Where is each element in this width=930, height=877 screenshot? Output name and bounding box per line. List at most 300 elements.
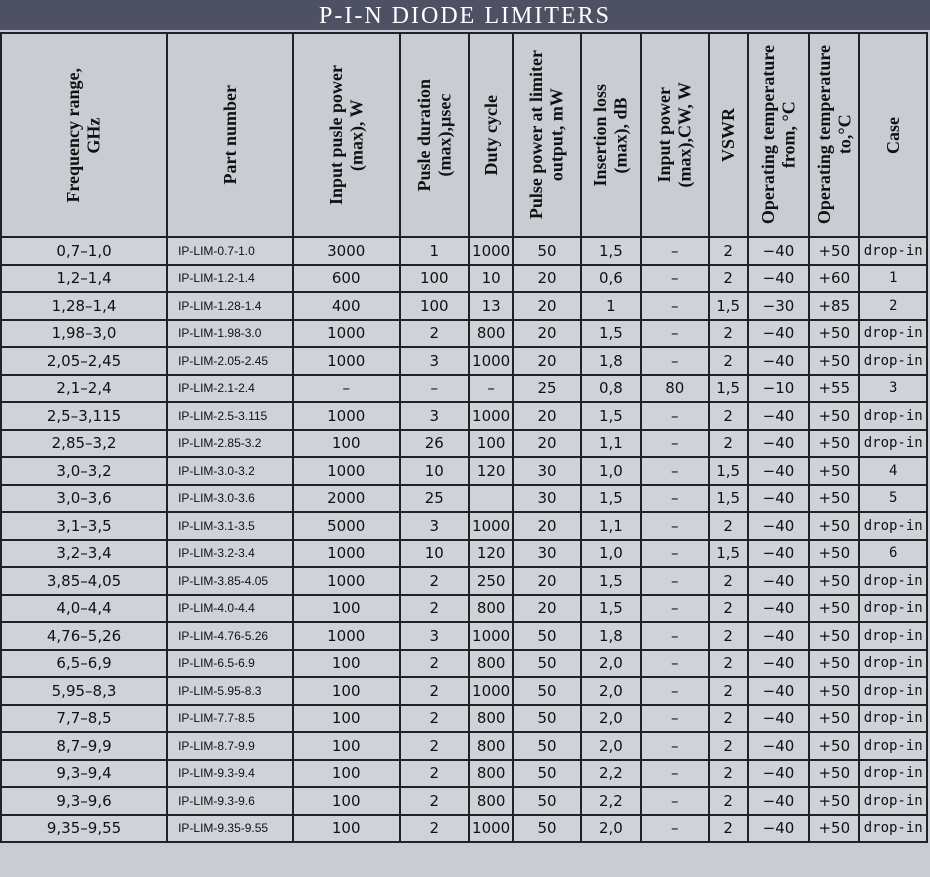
- cell-duty-cycle: 800: [469, 595, 513, 623]
- limiters-table: [0, 32, 928, 843]
- cell-duty-cycle: 1000: [469, 347, 513, 375]
- cell-pulse-power-output: 50: [513, 787, 580, 815]
- cell-pulse-duration: –: [400, 375, 469, 403]
- table-row: [1, 512, 927, 540]
- cell-operating-temp-to: +50: [809, 677, 859, 705]
- cell-frequency-range: 1,28–1,4: [1, 292, 167, 320]
- cell-operating-temp-from: −40: [748, 705, 809, 733]
- cell-vswr: 2: [709, 347, 748, 375]
- cell-input-pulse-power: 100: [293, 677, 400, 705]
- cell-input-pulse-power: 100: [293, 705, 400, 733]
- cell-case: drop-in: [859, 622, 927, 650]
- column-header-input-pulse-power: [293, 33, 400, 237]
- cell-duty-cycle: 800: [469, 787, 513, 815]
- table-row: [1, 485, 927, 513]
- cell-vswr: 2: [709, 567, 748, 595]
- cell-insertion-loss: 1,5: [581, 595, 641, 623]
- cell-input-pulse-power: 1000: [293, 347, 400, 375]
- cell-input-power-cw: –: [641, 457, 708, 485]
- column-header-label: Case: [882, 116, 903, 154]
- cell-insertion-loss: 1,1: [581, 512, 641, 540]
- cell-input-power-cw: –: [641, 485, 708, 513]
- cell-insertion-loss: 1: [581, 292, 641, 320]
- cell-pulse-power-output: 20: [513, 265, 580, 293]
- table-row: [1, 430, 927, 458]
- column-header-insertion-loss: [581, 33, 641, 237]
- cell-duty-cycle: 13: [469, 292, 513, 320]
- cell-part-number: IP-LIM-7.7-8.5: [167, 705, 293, 733]
- cell-operating-temp-to: +60: [809, 265, 859, 293]
- cell-operating-temp-from: −40: [748, 815, 809, 843]
- cell-duty-cycle: 10: [469, 265, 513, 293]
- cell-operating-temp-from: −40: [748, 347, 809, 375]
- cell-pulse-power-output: 20: [513, 567, 580, 595]
- cell-insertion-loss: 1,5: [581, 567, 641, 595]
- cell-frequency-range: 6,5–6,9: [1, 650, 167, 678]
- cell-pulse-duration: 100: [400, 265, 469, 293]
- cell-part-number: IP-LIM-3.1-3.5: [167, 512, 293, 540]
- cell-pulse-duration: 2: [400, 677, 469, 705]
- cell-operating-temp-from: −40: [748, 760, 809, 788]
- cell-insertion-loss: 2,2: [581, 787, 641, 815]
- cell-pulse-duration: 3: [400, 512, 469, 540]
- column-header-label: Pusle duration (max),µsec: [413, 78, 455, 192]
- cell-operating-temp-to: +50: [809, 347, 859, 375]
- cell-pulse-duration: 1: [400, 237, 469, 265]
- cell-duty-cycle: 1000: [469, 402, 513, 430]
- cell-duty-cycle: 1000: [469, 815, 513, 843]
- cell-vswr: 1,5: [709, 457, 748, 485]
- cell-operating-temp-from: −40: [748, 677, 809, 705]
- cell-case: drop-in: [859, 815, 927, 843]
- table-row: [1, 540, 927, 568]
- table-row: [1, 787, 927, 815]
- cell-vswr: 1,5: [709, 485, 748, 513]
- cell-part-number: IP-LIM-2.05-2.45: [167, 347, 293, 375]
- cell-part-number: IP-LIM-5.95-8.3: [167, 677, 293, 705]
- cell-case: drop-in: [859, 430, 927, 458]
- cell-pulse-power-output: 20: [513, 512, 580, 540]
- cell-input-pulse-power: 100: [293, 430, 400, 458]
- cell-operating-temp-from: −40: [748, 567, 809, 595]
- cell-input-power-cw: –: [641, 650, 708, 678]
- cell-case: 6: [859, 540, 927, 568]
- cell-input-power-cw: –: [641, 595, 708, 623]
- cell-insertion-loss: 1,5: [581, 320, 641, 348]
- cell-input-pulse-power: 100: [293, 760, 400, 788]
- cell-part-number: IP-LIM-1.98-3.0: [167, 320, 293, 348]
- table-row: [1, 760, 927, 788]
- cell-insertion-loss: 1,5: [581, 485, 641, 513]
- cell-part-number: IP-LIM-1.2-1.4: [167, 265, 293, 293]
- cell-frequency-range: 3,0–3,2: [1, 457, 167, 485]
- cell-input-pulse-power: 1000: [293, 540, 400, 568]
- cell-operating-temp-from: −40: [748, 265, 809, 293]
- column-header-pulse-power-output: [513, 33, 580, 237]
- table-body: [1, 237, 927, 842]
- cell-part-number: IP-LIM-3.85-4.05: [167, 567, 293, 595]
- column-header-label: Input power (max),CW, W: [654, 82, 695, 188]
- cell-frequency-range: 3,0–3,6: [1, 485, 167, 513]
- cell-operating-temp-from: −40: [748, 650, 809, 678]
- cell-insertion-loss: 1,1: [581, 430, 641, 458]
- cell-case: drop-in: [859, 677, 927, 705]
- cell-vswr: 1,5: [709, 292, 748, 320]
- cell-part-number: IP-LIM-9.3-9.6: [167, 787, 293, 815]
- cell-duty-cycle: 250: [469, 567, 513, 595]
- cell-duty-cycle: 100: [469, 430, 513, 458]
- table-row: [1, 650, 927, 678]
- cell-frequency-range: 1,2–1,4: [1, 265, 167, 293]
- cell-case: drop-in: [859, 237, 927, 265]
- cell-case: drop-in: [859, 347, 927, 375]
- cell-input-pulse-power: 100: [293, 787, 400, 815]
- cell-operating-temp-to: +50: [809, 705, 859, 733]
- cell-input-pulse-power: 100: [293, 650, 400, 678]
- cell-frequency-range: 8,7–9,9: [1, 732, 167, 760]
- cell-case: 4: [859, 457, 927, 485]
- cell-pulse-duration: 10: [400, 540, 469, 568]
- table-row: [1, 347, 927, 375]
- cell-operating-temp-to: +50: [809, 567, 859, 595]
- cell-vswr: 2: [709, 705, 748, 733]
- cell-input-pulse-power: 1000: [293, 457, 400, 485]
- cell-input-pulse-power: 100: [293, 595, 400, 623]
- cell-part-number: IP-LIM-4.76-5.26: [167, 622, 293, 650]
- cell-vswr: 2: [709, 650, 748, 678]
- cell-input-pulse-power: 2000: [293, 485, 400, 513]
- cell-pulse-power-output: 30: [513, 540, 580, 568]
- cell-operating-temp-to: +50: [809, 787, 859, 815]
- cell-part-number: IP-LIM-3.2-3.4: [167, 540, 293, 568]
- cell-vswr: 2: [709, 320, 748, 348]
- table-row: [1, 265, 927, 293]
- cell-part-number: IP-LIM-6.5-6.9: [167, 650, 293, 678]
- cell-input-pulse-power: 1000: [293, 402, 400, 430]
- cell-input-pulse-power: 100: [293, 732, 400, 760]
- cell-insertion-loss: 0,6: [581, 265, 641, 293]
- cell-input-pulse-power: 100: [293, 815, 400, 843]
- cell-operating-temp-to: +50: [809, 650, 859, 678]
- cell-operating-temp-to: +50: [809, 760, 859, 788]
- column-header-operating-temp-to: [809, 33, 859, 237]
- cell-input-power-cw: –: [641, 512, 708, 540]
- cell-frequency-range: 9,35–9,55: [1, 815, 167, 843]
- cell-insertion-loss: 1,5: [581, 237, 641, 265]
- cell-pulse-power-output: 30: [513, 485, 580, 513]
- cell-duty-cycle: 800: [469, 705, 513, 733]
- cell-operating-temp-from: −40: [748, 622, 809, 650]
- cell-pulse-power-output: 50: [513, 622, 580, 650]
- cell-operating-temp-from: −40: [748, 237, 809, 265]
- cell-pulse-duration: 2: [400, 567, 469, 595]
- cell-frequency-range: 2,85–3,2: [1, 430, 167, 458]
- cell-input-power-cw: –: [641, 677, 708, 705]
- cell-input-power-cw: 80: [641, 375, 708, 403]
- cell-pulse-duration: 10: [400, 457, 469, 485]
- table-row: [1, 292, 927, 320]
- cell-frequency-range: 3,2–3,4: [1, 540, 167, 568]
- cell-part-number: IP-LIM-0.7-1.0: [167, 237, 293, 265]
- cell-operating-temp-from: −40: [748, 485, 809, 513]
- cell-pulse-duration: 3: [400, 402, 469, 430]
- cell-part-number: IP-LIM-2.85-3.2: [167, 430, 293, 458]
- cell-insertion-loss: 1,0: [581, 457, 641, 485]
- cell-input-power-cw: –: [641, 567, 708, 595]
- cell-pulse-power-output: 50: [513, 705, 580, 733]
- cell-input-pulse-power: 3000: [293, 237, 400, 265]
- cell-pulse-power-output: 20: [513, 347, 580, 375]
- cell-input-power-cw: –: [641, 760, 708, 788]
- cell-case: drop-in: [859, 650, 927, 678]
- table-row: [1, 622, 927, 650]
- cell-operating-temp-to: +50: [809, 512, 859, 540]
- cell-operating-temp-to: +85: [809, 292, 859, 320]
- cell-insertion-loss: 2,0: [581, 650, 641, 678]
- cell-input-power-cw: –: [641, 292, 708, 320]
- cell-pulse-duration: 2: [400, 787, 469, 815]
- cell-vswr: 2: [709, 430, 748, 458]
- cell-vswr: 2: [709, 732, 748, 760]
- column-header-label: Part number: [219, 85, 240, 185]
- cell-duty-cycle: 800: [469, 320, 513, 348]
- cell-case: drop-in: [859, 760, 927, 788]
- cell-case: drop-in: [859, 705, 927, 733]
- column-header-case: [859, 33, 927, 237]
- cell-operating-temp-to: +50: [809, 402, 859, 430]
- cell-vswr: 1,5: [709, 540, 748, 568]
- cell-case: 1: [859, 265, 927, 293]
- column-header-label: Operating temperature to,°C: [813, 45, 855, 225]
- cell-part-number: IP-LIM-9.3-9.4: [167, 760, 293, 788]
- cell-vswr: 2: [709, 595, 748, 623]
- cell-frequency-range: 4,76–5,26: [1, 622, 167, 650]
- table-row: [1, 567, 927, 595]
- cell-operating-temp-to: +50: [809, 457, 859, 485]
- cell-vswr: 2: [709, 677, 748, 705]
- cell-pulse-power-output: 20: [513, 430, 580, 458]
- table-row: [1, 402, 927, 430]
- cell-pulse-duration: 2: [400, 595, 469, 623]
- column-header-pulse-duration: [400, 33, 469, 237]
- cell-duty-cycle: 1000: [469, 237, 513, 265]
- cell-duty-cycle: [469, 485, 513, 513]
- column-header-label: Pulse power at limiter output, mW: [526, 50, 567, 220]
- cell-operating-temp-to: +50: [809, 430, 859, 458]
- cell-vswr: 2: [709, 787, 748, 815]
- column-header-operating-temp-from: [748, 33, 809, 237]
- cell-pulse-duration: 2: [400, 760, 469, 788]
- cell-input-power-cw: –: [641, 320, 708, 348]
- cell-operating-temp-from: −40: [748, 430, 809, 458]
- table-row: [1, 375, 927, 403]
- cell-duty-cycle: 120: [469, 457, 513, 485]
- table-row: [1, 677, 927, 705]
- table-row: [1, 237, 927, 265]
- cell-pulse-power-output: 50: [513, 732, 580, 760]
- column-header-frequency-range: [1, 33, 167, 237]
- cell-operating-temp-from: −40: [748, 512, 809, 540]
- cell-operating-temp-to: +50: [809, 540, 859, 568]
- cell-operating-temp-from: −40: [748, 320, 809, 348]
- cell-operating-temp-to: +50: [809, 320, 859, 348]
- cell-frequency-range: 4,0–4,4: [1, 595, 167, 623]
- table-row: [1, 705, 927, 733]
- cell-input-pulse-power: 5000: [293, 512, 400, 540]
- cell-insertion-loss: 1,0: [581, 540, 641, 568]
- cell-input-power-cw: –: [641, 815, 708, 843]
- cell-vswr: 2: [709, 512, 748, 540]
- cell-insertion-loss: 1,8: [581, 347, 641, 375]
- column-header-label: VSWR: [717, 107, 738, 162]
- cell-duty-cycle: 1000: [469, 677, 513, 705]
- cell-pulse-power-output: 20: [513, 292, 580, 320]
- column-header-label: Duty cycle: [480, 94, 501, 176]
- cell-pulse-duration: 2: [400, 320, 469, 348]
- table-header-row: [1, 33, 927, 237]
- cell-part-number: IP-LIM-4.0-4.4: [167, 595, 293, 623]
- cell-pulse-power-output: 50: [513, 650, 580, 678]
- cell-input-power-cw: –: [641, 430, 708, 458]
- cell-insertion-loss: 2,0: [581, 705, 641, 733]
- cell-frequency-range: 2,1–2,4: [1, 375, 167, 403]
- cell-case: drop-in: [859, 512, 927, 540]
- cell-operating-temp-from: −30: [748, 292, 809, 320]
- cell-pulse-duration: 100: [400, 292, 469, 320]
- cell-operating-temp-from: −40: [748, 457, 809, 485]
- cell-pulse-power-output: 50: [513, 815, 580, 843]
- cell-operating-temp-to: +50: [809, 237, 859, 265]
- cell-pulse-duration: 25: [400, 485, 469, 513]
- cell-case: 3: [859, 375, 927, 403]
- cell-pulse-power-output: 50: [513, 677, 580, 705]
- cell-duty-cycle: 800: [469, 760, 513, 788]
- cell-input-power-cw: –: [641, 622, 708, 650]
- cell-operating-temp-from: −40: [748, 787, 809, 815]
- cell-case: drop-in: [859, 595, 927, 623]
- cell-vswr: 2: [709, 237, 748, 265]
- cell-part-number: IP-LIM-3.0-3.2: [167, 457, 293, 485]
- cell-part-number: IP-LIM-3.0-3.6: [167, 485, 293, 513]
- cell-operating-temp-from: −10: [748, 375, 809, 403]
- cell-input-power-cw: –: [641, 402, 708, 430]
- cell-part-number: IP-LIM-8.7-9.9: [167, 732, 293, 760]
- cell-operating-temp-to: +50: [809, 595, 859, 623]
- cell-case: drop-in: [859, 320, 927, 348]
- cell-pulse-duration: 2: [400, 732, 469, 760]
- cell-pulse-duration: 2: [400, 705, 469, 733]
- column-header-input-power-cw: [641, 33, 708, 237]
- cell-insertion-loss: 2,0: [581, 732, 641, 760]
- cell-pulse-duration: 3: [400, 347, 469, 375]
- column-header-label: Frequency range, GHz: [63, 67, 105, 203]
- cell-pulse-power-output: 50: [513, 237, 580, 265]
- cell-frequency-range: 2,05–2,45: [1, 347, 167, 375]
- cell-duty-cycle: 800: [469, 732, 513, 760]
- cell-part-number: IP-LIM-9.35-9.55: [167, 815, 293, 843]
- cell-duty-cycle: 1000: [469, 622, 513, 650]
- cell-input-pulse-power: 400: [293, 292, 400, 320]
- cell-part-number: IP-LIM-2.5-3.115: [167, 402, 293, 430]
- cell-operating-temp-from: −40: [748, 540, 809, 568]
- cell-insertion-loss: 2,2: [581, 760, 641, 788]
- cell-duty-cycle: 800: [469, 650, 513, 678]
- column-header-vswr: [709, 33, 748, 237]
- cell-duty-cycle: 1000: [469, 512, 513, 540]
- cell-input-pulse-power: 1000: [293, 567, 400, 595]
- cell-pulse-duration: 3: [400, 622, 469, 650]
- cell-frequency-range: 3,85–4,05: [1, 567, 167, 595]
- cell-input-power-cw: –: [641, 265, 708, 293]
- cell-insertion-loss: 1,5: [581, 402, 641, 430]
- cell-pulse-power-output: 20: [513, 320, 580, 348]
- cell-insertion-loss: 1,8: [581, 622, 641, 650]
- cell-case: drop-in: [859, 787, 927, 815]
- column-header-label: Insertion loss (max), dB: [590, 83, 631, 187]
- cell-part-number: IP-LIM-2.1-2.4: [167, 375, 293, 403]
- cell-case: drop-in: [859, 567, 927, 595]
- cell-frequency-range: 9,3–9,4: [1, 760, 167, 788]
- cell-pulse-power-output: 20: [513, 402, 580, 430]
- cell-case: drop-in: [859, 732, 927, 760]
- cell-pulse-duration: 2: [400, 815, 469, 843]
- table-row: [1, 457, 927, 485]
- cell-case: drop-in: [859, 402, 927, 430]
- table-row: [1, 320, 927, 348]
- cell-frequency-range: 5,95–8,3: [1, 677, 167, 705]
- cell-pulse-power-output: 30: [513, 457, 580, 485]
- cell-pulse-power-output: 20: [513, 595, 580, 623]
- cell-insertion-loss: 0,8: [581, 375, 641, 403]
- cell-input-power-cw: –: [641, 732, 708, 760]
- cell-frequency-range: 1,98–3,0: [1, 320, 167, 348]
- cell-pulse-power-output: 50: [513, 760, 580, 788]
- cell-operating-temp-from: −40: [748, 732, 809, 760]
- cell-input-pulse-power: 1000: [293, 622, 400, 650]
- cell-operating-temp-to: +50: [809, 732, 859, 760]
- cell-vswr: 2: [709, 815, 748, 843]
- cell-pulse-power-output: 25: [513, 375, 580, 403]
- cell-vswr: 1,5: [709, 375, 748, 403]
- cell-vswr: 2: [709, 402, 748, 430]
- cell-input-pulse-power: 600: [293, 265, 400, 293]
- cell-input-power-cw: –: [641, 705, 708, 733]
- cell-case: 2: [859, 292, 927, 320]
- cell-pulse-duration: 26: [400, 430, 469, 458]
- column-header-label: Operating temperature from, °C: [757, 45, 799, 225]
- cell-insertion-loss: 2,0: [581, 677, 641, 705]
- table-row: [1, 815, 927, 843]
- cell-part-number: IP-LIM-1.28-1.4: [167, 292, 293, 320]
- cell-frequency-range: 9,3–9,6: [1, 787, 167, 815]
- cell-operating-temp-to: +50: [809, 622, 859, 650]
- cell-input-power-cw: –: [641, 540, 708, 568]
- cell-input-pulse-power: –: [293, 375, 400, 403]
- table-row: [1, 595, 927, 623]
- column-header-duty-cycle: [469, 33, 513, 237]
- cell-case: 5: [859, 485, 927, 513]
- cell-operating-temp-to: +50: [809, 815, 859, 843]
- page-title: P-I-N DIODE LIMITERS: [0, 0, 930, 30]
- cell-pulse-duration: 2: [400, 650, 469, 678]
- cell-insertion-loss: 2,0: [581, 815, 641, 843]
- cell-frequency-range: 0,7–1,0: [1, 237, 167, 265]
- cell-operating-temp-from: −40: [748, 402, 809, 430]
- column-header-part-number: [167, 33, 293, 237]
- cell-operating-temp-to: +50: [809, 485, 859, 513]
- cell-frequency-range: 7,7–8,5: [1, 705, 167, 733]
- cell-input-power-cw: –: [641, 787, 708, 815]
